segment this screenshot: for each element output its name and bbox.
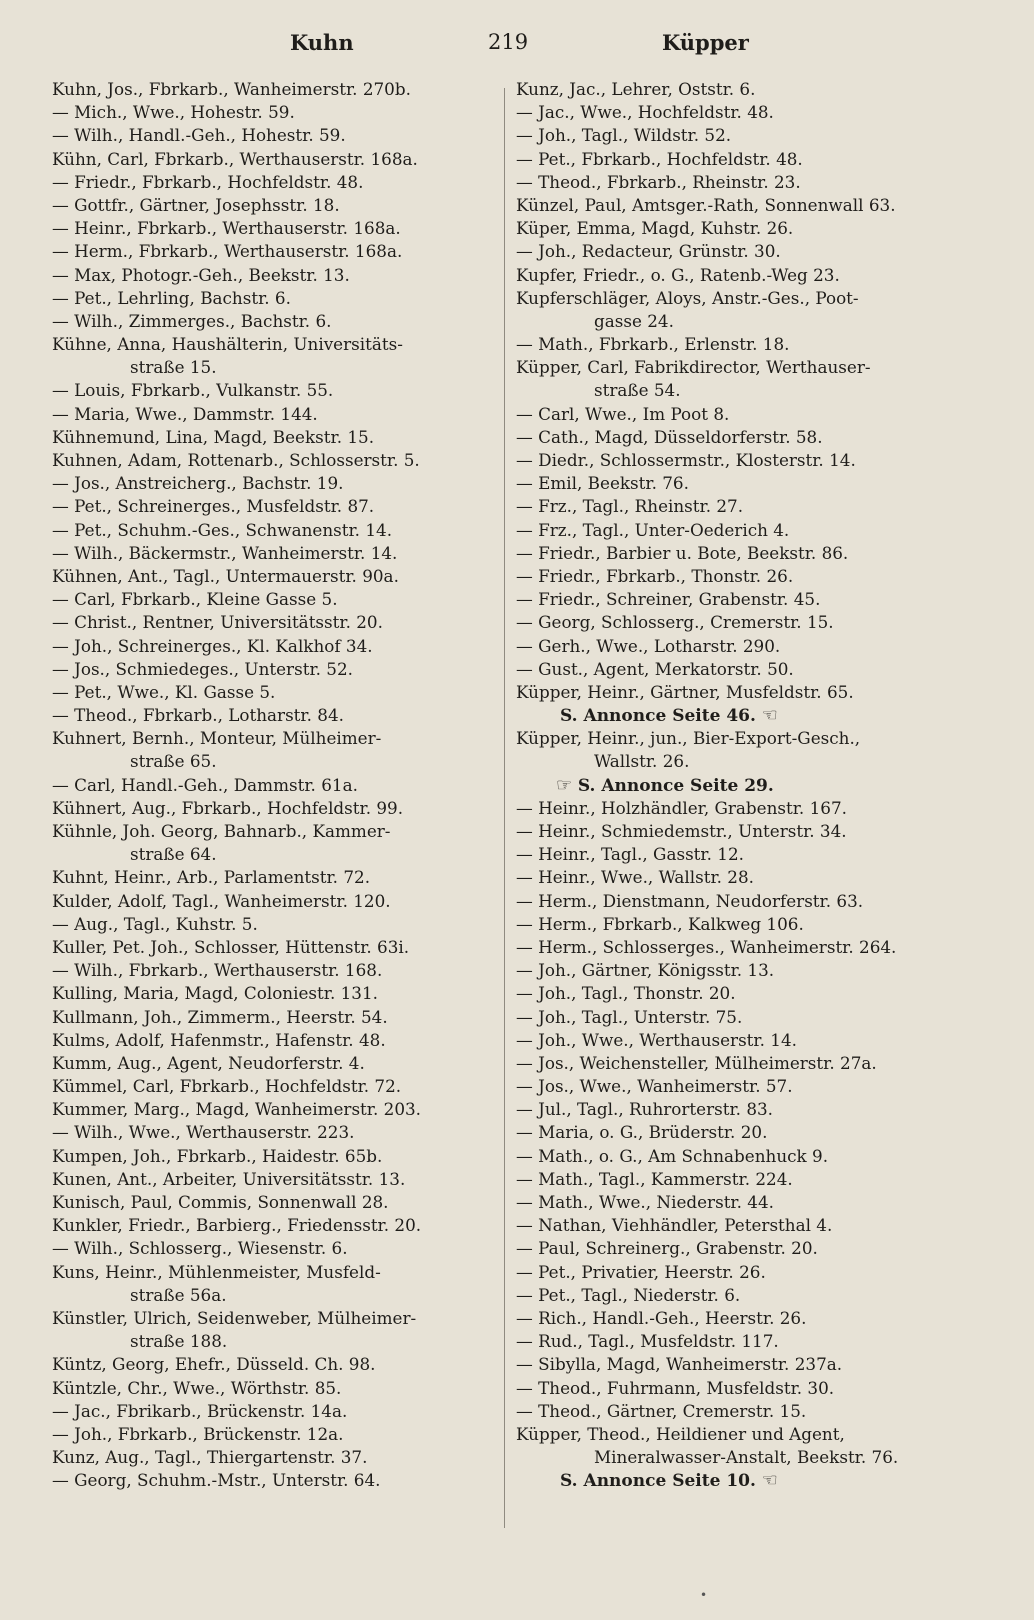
directory-entry: [52, 403, 500, 426]
entry-text: — Carl, Fbrkarb., Kleine Gasse 5.: [52, 589, 338, 610]
directory-entry: [516, 379, 944, 402]
entry-text: — Herm., Fbrkarb., Kalkweg 106.: [516, 913, 804, 934]
directory-entry: [52, 1052, 500, 1075]
entry-text: — Mich., Wwe., Hohestr. 59.: [52, 102, 295, 123]
entry-text: — Jos., Weichensteller, Mülheimerstr. 27a.: [516, 1052, 877, 1073]
directory-entry: [516, 890, 944, 913]
entry-text: — Math., Tagl., Kammerstr. 224.: [516, 1168, 793, 1189]
directory-entry: [52, 982, 500, 1005]
directory-entry: [516, 333, 944, 356]
directory-entry: [52, 843, 500, 866]
entry-text: — Joh., Tagl., Wildstr. 52.: [516, 125, 732, 146]
directory-entry: [516, 449, 944, 472]
entry-text: — Maria, o. G., Brüderstr. 20.: [516, 1122, 768, 1143]
entry-text: — Joh., Tagl., Thonstr. 20.: [516, 983, 736, 1004]
directory-entry: [516, 264, 944, 287]
entry-text: Kumm, Aug., Agent, Neudorferstr. 4.: [52, 1052, 365, 1073]
directory-entry: [516, 148, 944, 171]
entry-text: — Herm., Fbrkarb., Werthauserstr. 168a.: [52, 241, 403, 262]
entry-text: — Friedr., Fbrkarb., Thonstr. 26.: [516, 565, 794, 586]
directory-entry: [516, 124, 944, 147]
directory-entry: [516, 866, 944, 889]
entry-text: Kunisch, Paul, Commis, Sonnenwall 28.: [52, 1192, 389, 1212]
directory-entry: [52, 1400, 500, 1423]
directory-entry: [52, 194, 500, 217]
directory-entry: [516, 1029, 944, 1052]
entry-text: — Heinr., Fbrkarb., Werthauserstr. 168a.: [52, 218, 401, 239]
directory-entry: [52, 1075, 500, 1098]
entry-text: Kuhn, Jos., Fbrkarb., Wanheimerstr. 270b.: [52, 79, 411, 99]
advertisement-reference: [516, 704, 944, 727]
entry-text: Kuhnt, Heinr., Arb., Parlamentstr. 72.: [52, 867, 371, 888]
directory-entry: [516, 1052, 944, 1075]
directory-entry: [516, 727, 944, 750]
entry-text: — Gust., Agent, Merkatorstr. 50.: [516, 658, 794, 679]
directory-entry: [516, 240, 944, 263]
entry-text: — Louis, Fbrkarb., Vulkanstr. 55.: [52, 380, 334, 401]
entry-text: — Heinr., Tagl., Gasstr. 12.: [516, 844, 744, 865]
entry-text: Kupfer, Friedr., o. G., Ratenb.-Weg 23.: [516, 264, 840, 285]
page-mark: •: [700, 1588, 708, 1602]
directory-entry: [516, 959, 944, 982]
entry-text: — Herm., Dienstmann, Neudorferstr. 63.: [516, 890, 864, 911]
directory-entry: [52, 750, 500, 773]
advertisement-reference: [516, 1469, 944, 1492]
entry-text: — Aug., Tagl., Kuhstr. 5.: [52, 913, 258, 934]
directory-entry: [52, 1284, 500, 1307]
entry-text: — Cath., Magd, Düsseldorferstr. 58.: [516, 426, 823, 447]
directory-entry: [52, 101, 500, 124]
pointing-hand-icon: ☜: [755, 705, 778, 727]
entry-text: straße 64.: [130, 844, 217, 865]
directory-entry: [52, 959, 500, 982]
entry-text: Kummer, Marg., Magd, Wanheimerstr. 203.: [52, 1099, 422, 1120]
directory-entry: [516, 1145, 944, 1168]
entry-text: — Rich., Handl.-Geh., Heerstr. 26.: [516, 1307, 807, 1328]
entry-text: — Heinr., Schmiedemstr., Unterstr. 34.: [516, 821, 847, 841]
entry-text: — Pet., Fbrkarb., Hochfeldstr. 48.: [516, 148, 803, 169]
entry-text: Küpper, Theod., Heildiener und Agent,: [516, 1423, 845, 1444]
entry-text: Kuhnen, Adam, Rottenarb., Schlosserstr. 5.: [52, 450, 420, 470]
directory-entry: [516, 1377, 944, 1400]
directory-entry: [52, 333, 500, 356]
directory-entry: [52, 1145, 500, 1168]
directory-entry: [516, 1284, 944, 1307]
entry-text: S. Annonce Seite 46.: [560, 706, 756, 727]
entry-text: — Joh., Gärtner, Königsstr. 13.: [516, 960, 775, 981]
directory-entry: [52, 565, 500, 588]
directory-entry: [52, 820, 500, 843]
entry-text: Kühnen, Ant., Tagl., Untermauerstr. 90a.: [52, 565, 399, 586]
directory-entry: [516, 472, 944, 495]
directory-entry: [52, 1353, 500, 1376]
entry-text: — Herm., Schlosserges., Wanheimerstr. 264.: [516, 936, 897, 957]
entry-text: — Max, Photogr.-Geh., Beekstr. 13.: [52, 264, 350, 285]
directory-entry: [516, 1237, 944, 1260]
directory-entry: [52, 1191, 500, 1214]
directory-entry: [516, 78, 944, 101]
entry-text: Wallstr. 26.: [594, 751, 690, 772]
directory-entry: [516, 1168, 944, 1191]
entry-text: straße 188.: [130, 1331, 228, 1352]
entry-text: — Christ., Rentner, Universitätsstr. 20.: [52, 612, 383, 633]
directory-entry: [516, 1400, 944, 1423]
entry-text: — Wilh., Fbrkarb., Werthauserstr. 168.: [52, 960, 383, 981]
left-column: [52, 78, 500, 1492]
entry-text: — Pet., Tagl., Niederstr. 6.: [516, 1284, 741, 1305]
entry-text: — Joh., Schreinerges., Kl. Kalkhof 34.: [52, 635, 373, 656]
entry-text: — Heinr., Holzhändler, Grabenstr. 167.: [516, 797, 847, 818]
entry-text: — Pet., Privatier, Heerstr. 26.: [516, 1261, 766, 1282]
entry-text: — Theod., Fuhrmann, Musfeldstr. 30.: [516, 1377, 835, 1398]
directory-entry: [52, 1423, 500, 1446]
entry-text: — Wilh., Bäckermstr., Wanheimerstr. 14.: [52, 542, 398, 563]
directory-entry: [516, 635, 944, 658]
directory-entry: [52, 1446, 500, 1469]
advertisement-reference: [516, 774, 944, 797]
entry-text: Kulling, Maria, Magd, Coloniestr. 131.: [52, 983, 378, 1004]
directory-entry: [516, 519, 944, 542]
directory-entry: [52, 704, 500, 727]
entry-text: Küpper, Heinr., jun., Bier-Export-Gesch.,: [516, 728, 861, 749]
entry-text: — Pet., Lehrling, Bachstr. 6.: [52, 287, 291, 308]
directory-entry: [516, 403, 944, 426]
entry-text: Kulms, Adolf, Hafenmstr., Hafenstr. 48.: [52, 1029, 386, 1050]
entry-text: — Frz., Tagl., Unter-Oederich 4.: [516, 519, 790, 540]
directory-entry: [52, 171, 500, 194]
directory-entry: [52, 78, 500, 101]
entry-text: — Pet., Wwe., Kl. Gasse 5.: [52, 681, 276, 702]
entry-text: — Georg, Schlosserg., Cremerstr. 15.: [516, 612, 834, 633]
entry-text: — Heinr., Wwe., Wallstr. 28.: [516, 867, 754, 888]
entry-text: — Friedr., Barbier u. Bote, Beekstr. 86.: [516, 542, 849, 563]
entry-text: — Jos., Schmiedeges., Unterstr. 52.: [52, 658, 353, 679]
directory-entry: [516, 287, 944, 310]
entry-text: — Carl, Wwe., Im Poot 8.: [516, 403, 730, 424]
entry-text: — Georg, Schuhm.-Mstr., Unterstr. 64.: [52, 1470, 381, 1491]
entry-text: — Theod., Fbrkarb., Rheinstr. 23.: [516, 171, 801, 192]
entry-text: Kühn, Carl, Fbrkarb., Werthauserstr. 168a.: [52, 148, 418, 169]
directory-entry: [52, 936, 500, 959]
entry-text: Kuller, Pet. Joh., Schlosser, Hüttenstr. 63i.: [52, 936, 410, 957]
directory-entry: [52, 124, 500, 147]
directory-entry: [516, 495, 944, 518]
directory-entry: [52, 240, 500, 263]
directory-entry: [52, 472, 500, 495]
directory-entry: [516, 843, 944, 866]
directory-entry: [516, 310, 944, 333]
page-header: [0, 26, 1034, 66]
pointing-hand-icon: ☜: [755, 1470, 778, 1492]
entry-text: — Frz., Tagl., Rheinstr. 27.: [516, 496, 744, 517]
directory-entry: [52, 727, 500, 750]
directory-entry: [516, 611, 944, 634]
directory-entry: [52, 356, 500, 379]
directory-entry: [52, 1307, 500, 1330]
entry-text: Kunz, Jac., Lehrer, Oststr. 6.: [516, 79, 756, 99]
entry-text: S. Annonce Seite 10.: [560, 1471, 756, 1492]
entry-text: — Diedr., Schlossermstr., Klosterstr. 14.: [516, 450, 856, 470]
entry-text: Mineralwasser-Anstalt, Beekstr. 76.: [594, 1447, 899, 1468]
entry-text: — Wilh., Wwe., Werthauserstr. 223.: [52, 1122, 355, 1143]
directory-entry: [52, 495, 500, 518]
directory-entry: [516, 426, 944, 449]
directory-entry: [516, 217, 944, 240]
directory-entry: [516, 542, 944, 565]
directory-entry: [52, 1237, 500, 1260]
entry-text: — Paul, Schreinerg., Grabenstr. 20.: [516, 1238, 818, 1259]
directory-entry: [52, 542, 500, 565]
entry-text: — Math., o. G., Am Schnabenhuck 9.: [516, 1145, 829, 1166]
entry-text: straße 15.: [130, 357, 217, 378]
entry-text: — Rud., Tagl., Musfeldstr. 117.: [516, 1331, 779, 1352]
entry-text: straße 54.: [594, 380, 681, 401]
directory-entry: [52, 611, 500, 634]
entry-text: Küpper, Heinr., Gärtner, Musfeldstr. 65.: [516, 681, 854, 702]
directory-entry: [52, 449, 500, 472]
entry-text: Kumpen, Joh., Fbrkarb., Haidestr. 65b.: [52, 1145, 383, 1166]
directory-entry: [52, 588, 500, 611]
entry-text: — Math., Wwe., Niederstr. 44.: [516, 1192, 774, 1212]
directory-entry: [516, 1353, 944, 1376]
header-left-keyword: Kuhn: [290, 30, 354, 55]
directory-entry: [516, 1446, 944, 1469]
entry-text: — Wilh., Schlosserg., Wiesenstr. 6.: [52, 1238, 348, 1259]
entry-text: Küper, Emma, Magd, Kuhstr. 26.: [516, 218, 794, 239]
entry-text: — Pet., Schreinerges., Musfeldstr. 87.: [52, 496, 375, 517]
entry-text: — Theod., Gärtner, Cremerstr. 15.: [516, 1400, 807, 1421]
directory-entry: [516, 1191, 944, 1214]
directory-entry: [516, 194, 944, 217]
column-divider: [504, 88, 505, 1528]
directory-entry: [516, 913, 944, 936]
entry-text: — Jac., Wwe., Hochfeldstr. 48.: [516, 102, 774, 123]
entry-text: Kulder, Adolf, Tagl., Wanheimerstr. 120.: [52, 890, 391, 911]
entry-text: Kuns, Heinr., Mühlenmeister, Musfeld-: [52, 1261, 381, 1282]
entry-text: gasse 24.: [594, 310, 674, 331]
directory-entry: [516, 681, 944, 704]
directory-entry: [52, 1168, 500, 1191]
entry-text: — Gerh., Wwe., Lotharstr. 290.: [516, 635, 781, 656]
entry-text: Kühnle, Joh. Georg, Bahnarb., Kammer-: [52, 821, 391, 841]
directory-entry: [52, 1098, 500, 1121]
directory-entry: [516, 1006, 944, 1029]
entry-text: — Emil, Beekstr. 76.: [516, 473, 689, 494]
entry-text: Kupferschläger, Aloys, Anstr.-Ges., Poot-: [516, 287, 859, 308]
directory-entry: [52, 1029, 500, 1052]
entry-text: — Friedr., Fbrkarb., Hochfeldstr. 48.: [52, 171, 364, 192]
entry-text: Kühnemund, Lina, Magd, Beekstr. 15.: [52, 426, 375, 447]
right-column: [516, 78, 944, 1492]
directory-entry: [52, 1121, 500, 1144]
directory-entry: [516, 1330, 944, 1353]
directory-entry: [516, 1121, 944, 1144]
directory-entry: [52, 426, 500, 449]
entry-text: — Jos., Wwe., Wanheimerstr. 57.: [516, 1076, 793, 1097]
entry-text: Küpper, Carl, Fabrikdirector, Werthauser-: [516, 357, 871, 378]
entry-text: — Joh., Wwe., Werthauserstr. 14.: [516, 1029, 797, 1050]
directory-entry: [52, 1214, 500, 1237]
entry-text: — Joh., Fbrkarb., Brückenstr. 12a.: [52, 1423, 344, 1444]
entry-text: — Pet., Schuhm.-Ges., Schwanenstr. 14.: [52, 519, 393, 540]
entry-text: — Nathan, Viehhändler, Petersthal 4.: [516, 1215, 833, 1236]
entry-text: Küntzle, Chr., Wwe., Wörthstr. 85.: [52, 1377, 342, 1398]
directory-entry: [516, 936, 944, 959]
pointing-hand-icon: ☞: [556, 774, 578, 796]
entry-text: — Sibylla, Magd, Wanheimerstr. 237a.: [516, 1354, 843, 1375]
directory-entry: [52, 866, 500, 889]
entry-text: — Theod., Fbrkarb., Lotharstr. 84.: [52, 705, 344, 726]
entry-text: — Jos., Anstreicherg., Bachstr. 19.: [52, 473, 344, 494]
directory-entry: [52, 519, 500, 542]
entry-text: — Carl, Handl.-Geh., Dammstr. 61a.: [52, 774, 358, 795]
entry-text: Kunz, Aug., Tagl., Thiergartenstr. 37.: [52, 1447, 368, 1468]
directory-entry: [52, 264, 500, 287]
directory-entry: [52, 1377, 500, 1400]
entry-text: — Wilh., Handl.-Geh., Hohestr. 59.: [52, 125, 346, 146]
header-right-keyword: Küpper: [662, 30, 749, 55]
entry-text: straße 56a.: [130, 1284, 227, 1305]
entry-text: Kümmel, Carl, Fbrkarb., Hochfeldstr. 72.: [52, 1076, 402, 1097]
entry-text: — Wilh., Zimmerges., Bachstr. 6.: [52, 310, 332, 331]
entry-text: — Jac., Fbrikarb., Brückenstr. 14a.: [52, 1400, 348, 1421]
directory-entry: [52, 774, 500, 797]
entry-text: straße 65.: [130, 751, 217, 772]
directory-entry: [52, 1330, 500, 1353]
directory-entry: [516, 982, 944, 1005]
entry-text: Kunkler, Friedr., Barbierg., Friedensstr. 20.: [52, 1215, 422, 1236]
entry-text: — Friedr., Schreiner, Grabenstr. 45.: [516, 589, 821, 610]
directory-entry: [516, 658, 944, 681]
entry-text: Künzel, Paul, Amtsger.-Rath, Sonnenwall 63.: [516, 194, 896, 215]
entry-text: Kuhnert, Bernh., Monteur, Mülheimer-: [52, 728, 382, 749]
directory-entry: [516, 565, 944, 588]
entry-text: Kunen, Ant., Arbeiter, Universitätsstr. 13.: [52, 1168, 406, 1189]
directory-entry: [516, 588, 944, 611]
entry-text: Kullmann, Joh., Zimmerm., Heerstr. 54.: [52, 1006, 388, 1027]
directory-entry: [52, 217, 500, 240]
directory-entry: [516, 171, 944, 194]
entry-text: Kühne, Anna, Haushälterin, Universitäts-: [52, 334, 403, 355]
entry-text: Kühnert, Aug., Fbrkarb., Hochfeldstr. 99.: [52, 797, 404, 818]
directory-entry: [516, 1423, 944, 1446]
entry-text: — Joh., Redacteur, Grünstr. 30.: [516, 241, 781, 262]
entry-text: — Gottfr., Gärtner, Josephsstr. 18.: [52, 194, 340, 215]
directory-entry: [52, 635, 500, 658]
directory-entry: [516, 797, 944, 820]
directory-entry: [516, 1261, 944, 1284]
entry-text: — Jul., Tagl., Ruhrorterstr. 83.: [516, 1099, 774, 1120]
directory-entry: [52, 797, 500, 820]
directory-entry: [516, 750, 944, 773]
directory-entry: [52, 1006, 500, 1029]
entry-text: — Maria, Wwe., Dammstr. 144.: [52, 403, 318, 424]
directory-entry: [52, 379, 500, 402]
directory-entry: [52, 1469, 500, 1492]
directory-entry: [516, 1075, 944, 1098]
directory-entry: [52, 681, 500, 704]
directory-entry: [52, 913, 500, 936]
directory-entry: [516, 820, 944, 843]
entry-text: — Math., Fbrkarb., Erlenstr. 18.: [516, 334, 790, 355]
directory-entry: [52, 658, 500, 681]
directory-entry: [52, 148, 500, 171]
directory-entry: [516, 356, 944, 379]
directory-entry: [516, 1214, 944, 1237]
directory-entry: [52, 1261, 500, 1284]
directory-entry: [52, 310, 500, 333]
entry-text: S. Annonce Seite 29.: [577, 775, 774, 796]
directory-entry: [52, 287, 500, 310]
directory-entry: [516, 1307, 944, 1330]
directory-entry: [52, 890, 500, 913]
page-number: 219: [488, 30, 529, 54]
entry-text: Küntz, Georg, Ehefr., Düsseld. Ch. 98.: [52, 1354, 376, 1375]
directory-entry: [516, 101, 944, 124]
entry-text: — Joh., Tagl., Unterstr. 75.: [516, 1006, 743, 1027]
directory-entry: [516, 1098, 944, 1121]
entry-text: Künstler, Ulrich, Seidenweber, Mülheimer-: [52, 1307, 417, 1328]
